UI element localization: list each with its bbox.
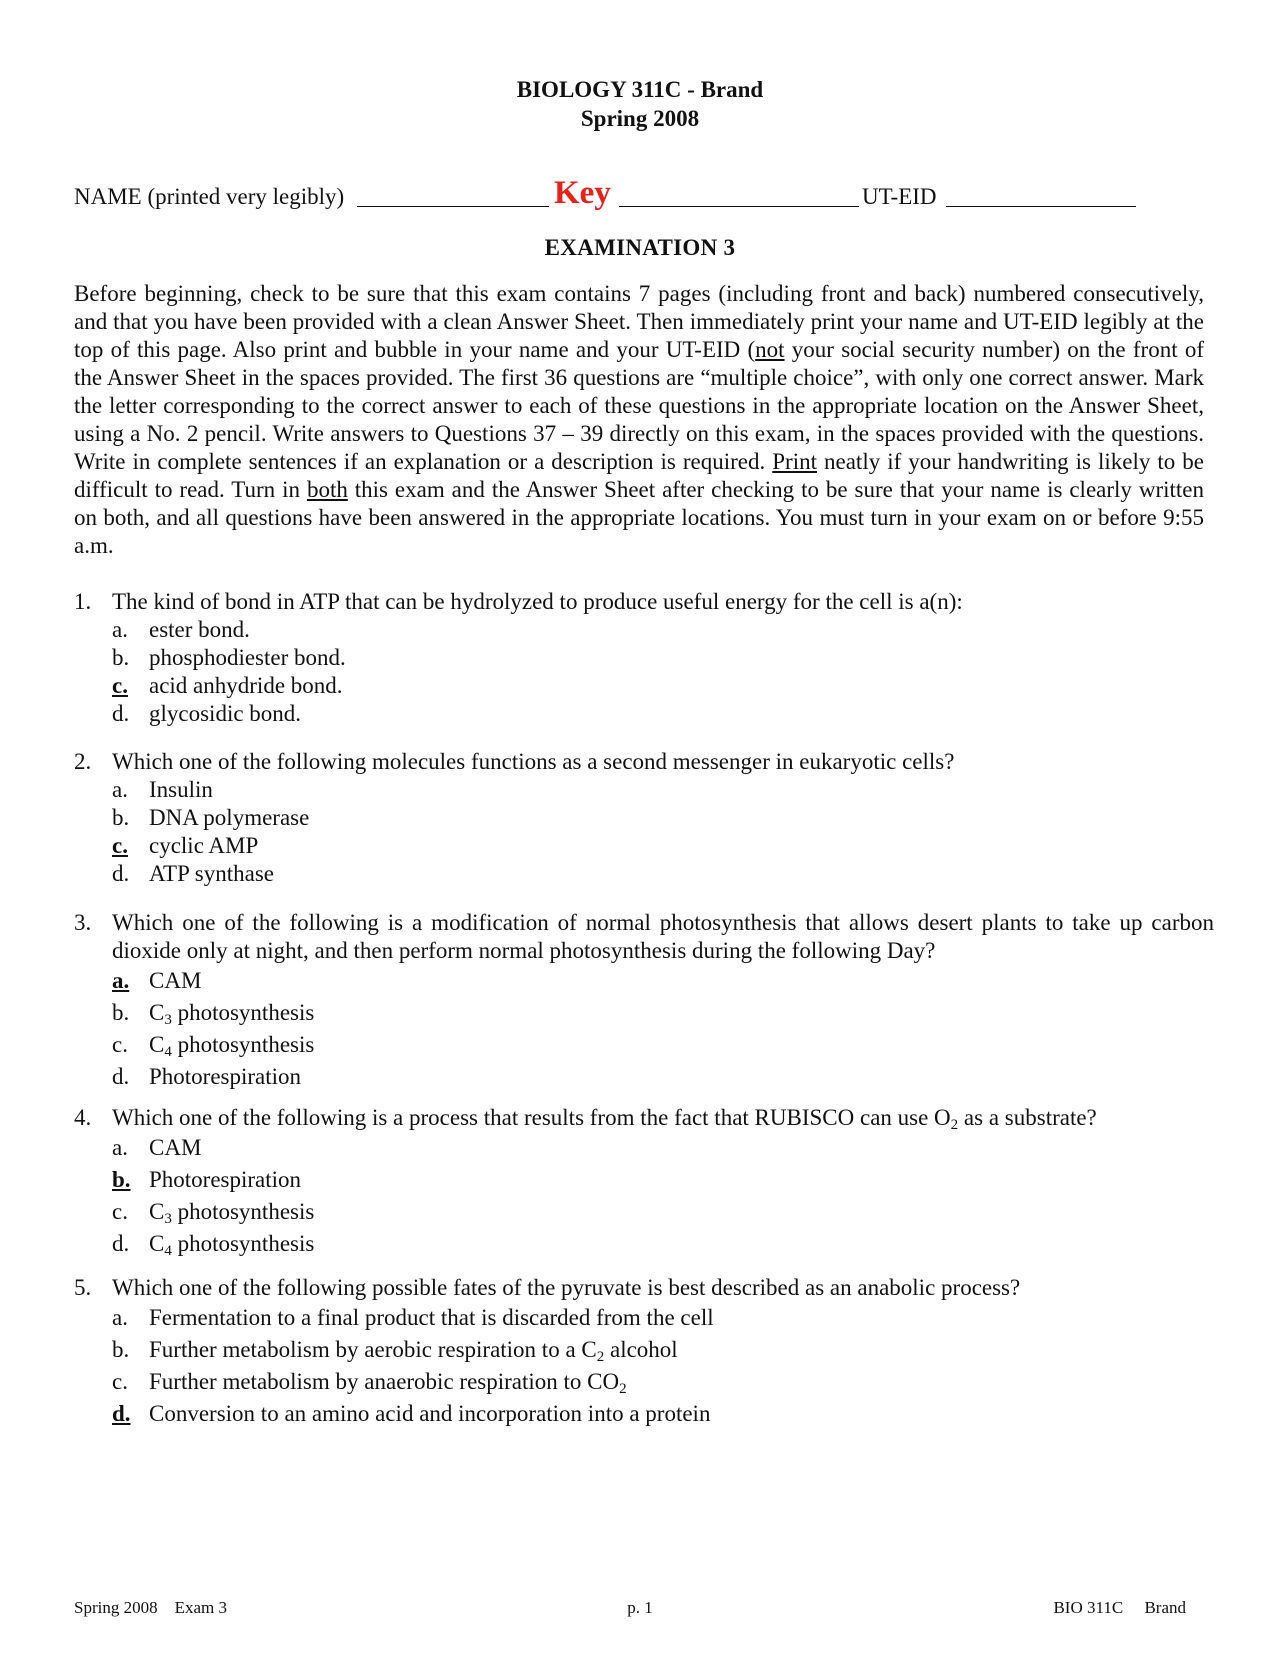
option-b: b. $C_3$ photosynthesis [112,1000,315,1028]
footer-right: BIO 311C Brand [1053,1598,1186,1617]
footer-page-number: p. 1 [627,1598,653,1617]
option-d-correct: d. Conversion to an amino acid and incorporation into a protein [112,1401,711,1426]
key-text: Key [554,175,611,211]
term-title: Spring 2008 [580,106,700,131]
name-label: NAME (printed very legibly) [74,184,345,209]
option-d: d. Photorespiration [112,1064,302,1089]
name-line [74,175,1204,218]
uteid-blank [946,205,1136,207]
answer-options [112,965,1214,1093]
question-text: Which one of the following is a process that results from the fact that RUBISCO can use $O_2$ as a substrate? [112,1105,1097,1133]
option-c: c. Further metabolism by anaerobic respiration to $CO_2$ [112,1369,627,1397]
answer-options [112,1132,1214,1260]
option-d: d. ATP synthase [112,861,275,886]
question-number: 5. [74,1275,92,1300]
answer-options [112,776,1214,888]
question-1 [74,588,1214,728]
name-blank-right [619,205,859,207]
option-a-correct: a. CAM [112,968,202,993]
question-2 [74,748,1214,888]
question-number: 3. [74,910,92,935]
option-a: a. ester bond. [112,617,250,642]
course-title: BIOLOGY 311C - Brand [516,77,764,102]
question-text: Which one of the following molecules functions as a second messenger in eukaryotic cells? [112,749,955,774]
name-blank-left [357,205,549,207]
option-a: a. Insulin [112,777,213,802]
question-number: 4. [74,1105,92,1130]
instructions: Before beginning, check to be sure that this exam contains 7 pages (including front and back) numbered consecutively, and that you have been provided with a clean Answer Sheet. Then immediately print your name and UT-EID legibly at the top of this page. Also print and bubble in your name and your UT-EID (not your social security number) on the front of the Answer Sheet in the spaces provided. The first 36 questions are “multiple choice”, with only one correct answer. Mark the letter corresponding to the correct answer to each of these questions in the appropriate location on the Answer Sheet, using a No. 2 pencil. Write answers to Questions 37 – 39 directly on this exam, in the spaces provided with the questions. Write in complete sentences if an explanation or a description is required. Print neatly if your handwriting is likely to be difficult to read. Turn in both this exam and the Answer Sheet after checking to be sure that your name is clearly written on both, and all questions have been answered in the appropriate locations. You must turn in your exam on or before 9:55 a.m. [74,281,1204,558]
option-a: a. Fermentation to a final product that is discarded from the cell [112,1305,714,1330]
question-text: Which one of the following possible fates of the pyruvate is best described as an anabolic process? [112,1275,1021,1300]
option-c-correct: c. acid anhydride bond. [112,673,343,698]
answer-options [112,616,1214,728]
option-b: b. phosphodiester bond. [112,645,346,670]
option-d: d. $C_4$ photosynthesis [112,1231,315,1259]
option-c: c. $C_4$ photosynthesis [112,1032,315,1060]
question-text: The kind of bond in ATP that can be hydrolyzed to produce useful energy for the cell is a(n): [112,589,963,614]
option-b-correct: b. Photorespiration [112,1167,302,1192]
question-number: 1. [74,589,92,614]
question-4 [74,1104,1214,1260]
option-a: a. CAM [112,1135,202,1160]
option-b: b. DNA polymerase [112,805,310,830]
uteid-label: UT-EID [862,184,937,209]
question-text: Which one of the following is a modification of normal photosynthesis that allows desert plants to take up carbon dioxide only at night, and then perform normal photosynthesis during the following Day? [112,910,1214,963]
exam-title: EXAMINATION 3 [544,235,736,260]
question-number: 2. [74,749,92,774]
option-c: c. $C_3$ photosynthesis [112,1199,315,1227]
question-5 [74,1274,1214,1430]
answer-options [112,1302,1214,1430]
footer-left: Spring 2008 Exam 3 [74,1598,227,1617]
question-3 [74,909,1214,1093]
option-c-correct: c. cyclic AMP [112,833,259,858]
option-d: d. glycosidic bond. [112,701,302,726]
option-b: b. Further metabolism by aerobic respiration to a $C_2$ alcohol [112,1337,678,1365]
